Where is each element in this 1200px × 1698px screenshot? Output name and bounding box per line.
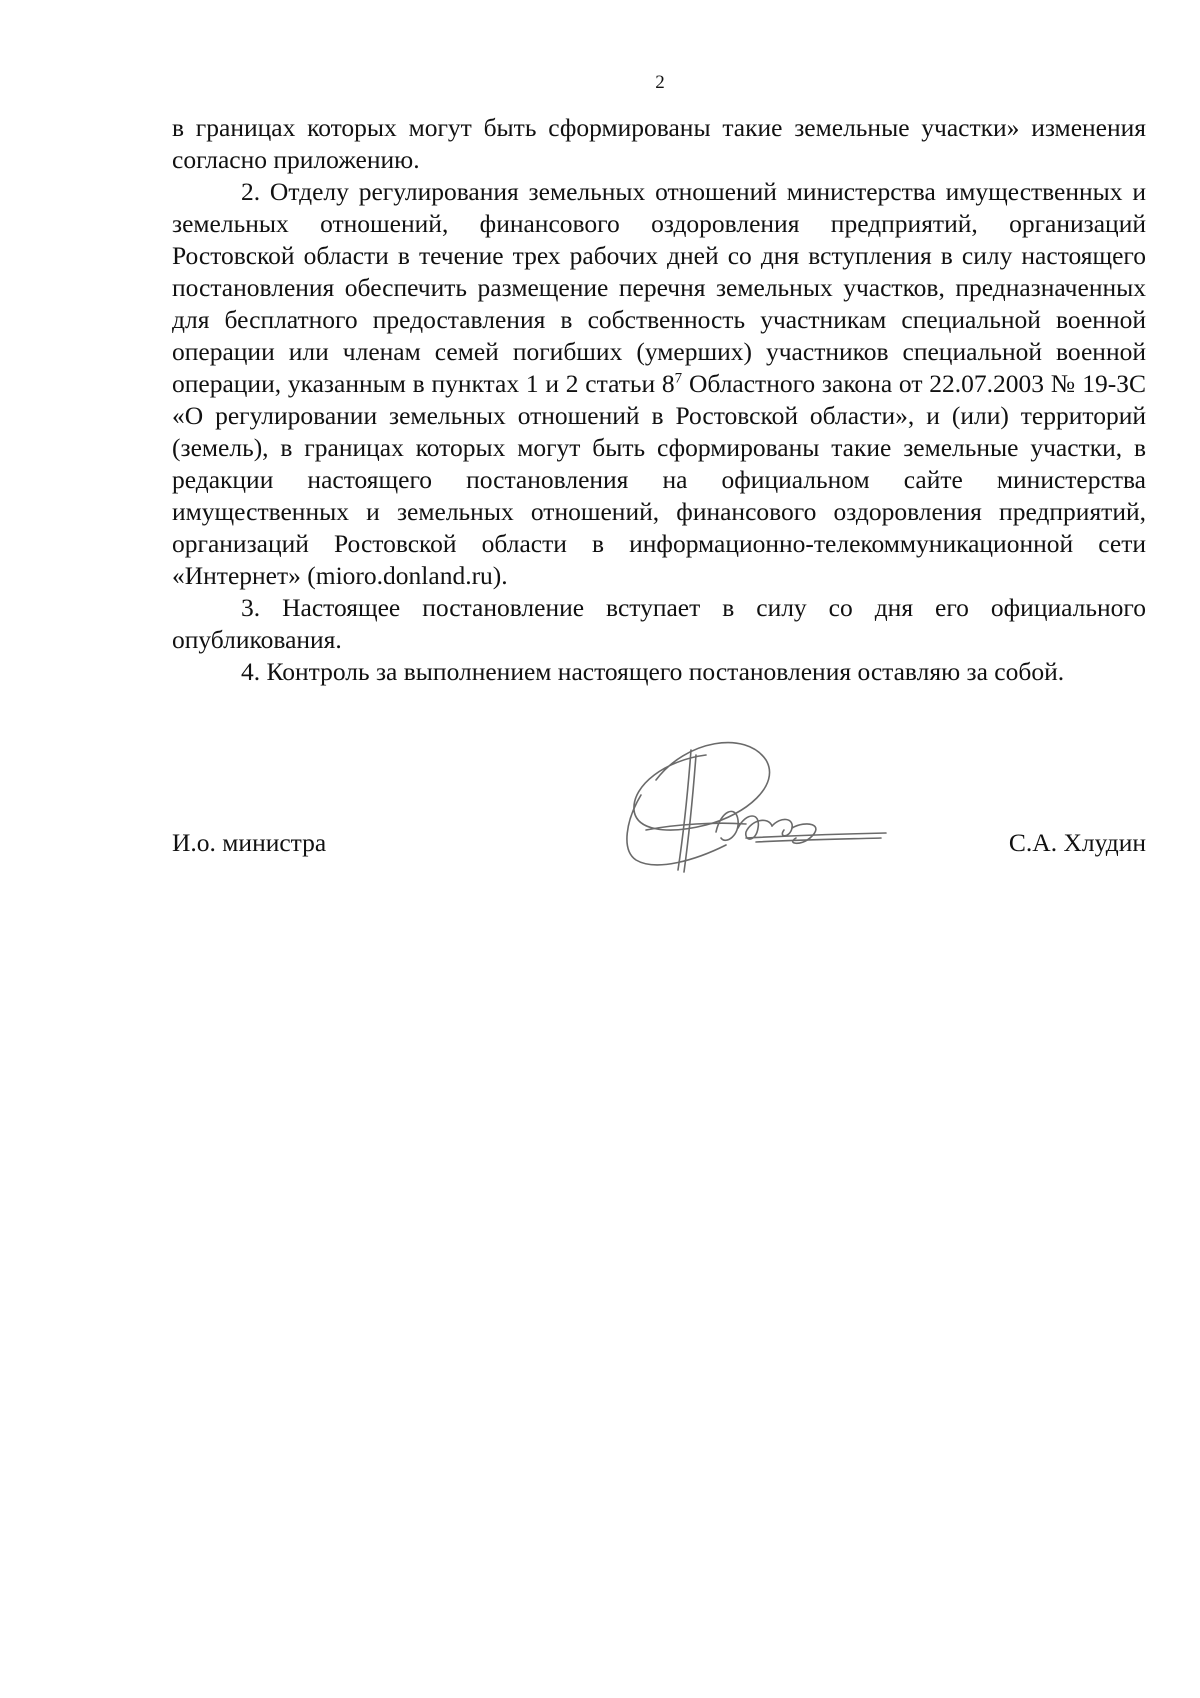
handwritten-signature-icon — [596, 720, 916, 900]
paragraph-item-2 — [172, 176, 1146, 592]
signatory-title: И.о. министра — [172, 828, 327, 857]
article-superscript: 7 — [674, 370, 683, 387]
paragraph-item-2-text-a: 2. Отделу регулирования земельных отношений министерства имущественных и земельных отношений, финансового оздоровления предприятий, организаций Ростовской области в течение трех рабочих дней со дня вступления в силу настоящего постановления обеспечить размещение перечня земельных участков, предназначенных для бесплатного предоставления в собственность участникам специальной военной операции или членам семей погибших (умерших) участников специальной военной операции, указанным в пунктах 1 и 2 статьи 8 — [172, 177, 1146, 398]
document-body — [172, 112, 1146, 688]
paragraph-continuation: в границах которых могут быть сформированы такие земельные участки» изменения согласно приложению. — [172, 113, 1146, 174]
paragraph-item-2-text-b: Областного закона от 22.07.2003 № 19-ЗС «О регулировании земельных отношений в Ростовской области», и (или) территорий (земель), в границах которых могут быть сформированы такие земельные участки, в редакции настоящего постановления на официальном сайте министерства имущественных и земельных отношений, финансового оздоровления предприятий, организаций Ростовской области в информационно-телекоммуникационной сети «Интернет» (mioro.donland.ru). — [172, 369, 1147, 590]
paragraph-item-3: 3. Настоящее постановление вступает в силу со дня его официального опубликования. — [172, 593, 1146, 654]
paragraph-item-4: 4. Контроль за выполнением настоящего постановления оставляю за собой. — [241, 657, 1065, 686]
page-number: 2 — [655, 72, 665, 93]
signatory-name: С.А. Хлудин — [1008, 828, 1146, 857]
